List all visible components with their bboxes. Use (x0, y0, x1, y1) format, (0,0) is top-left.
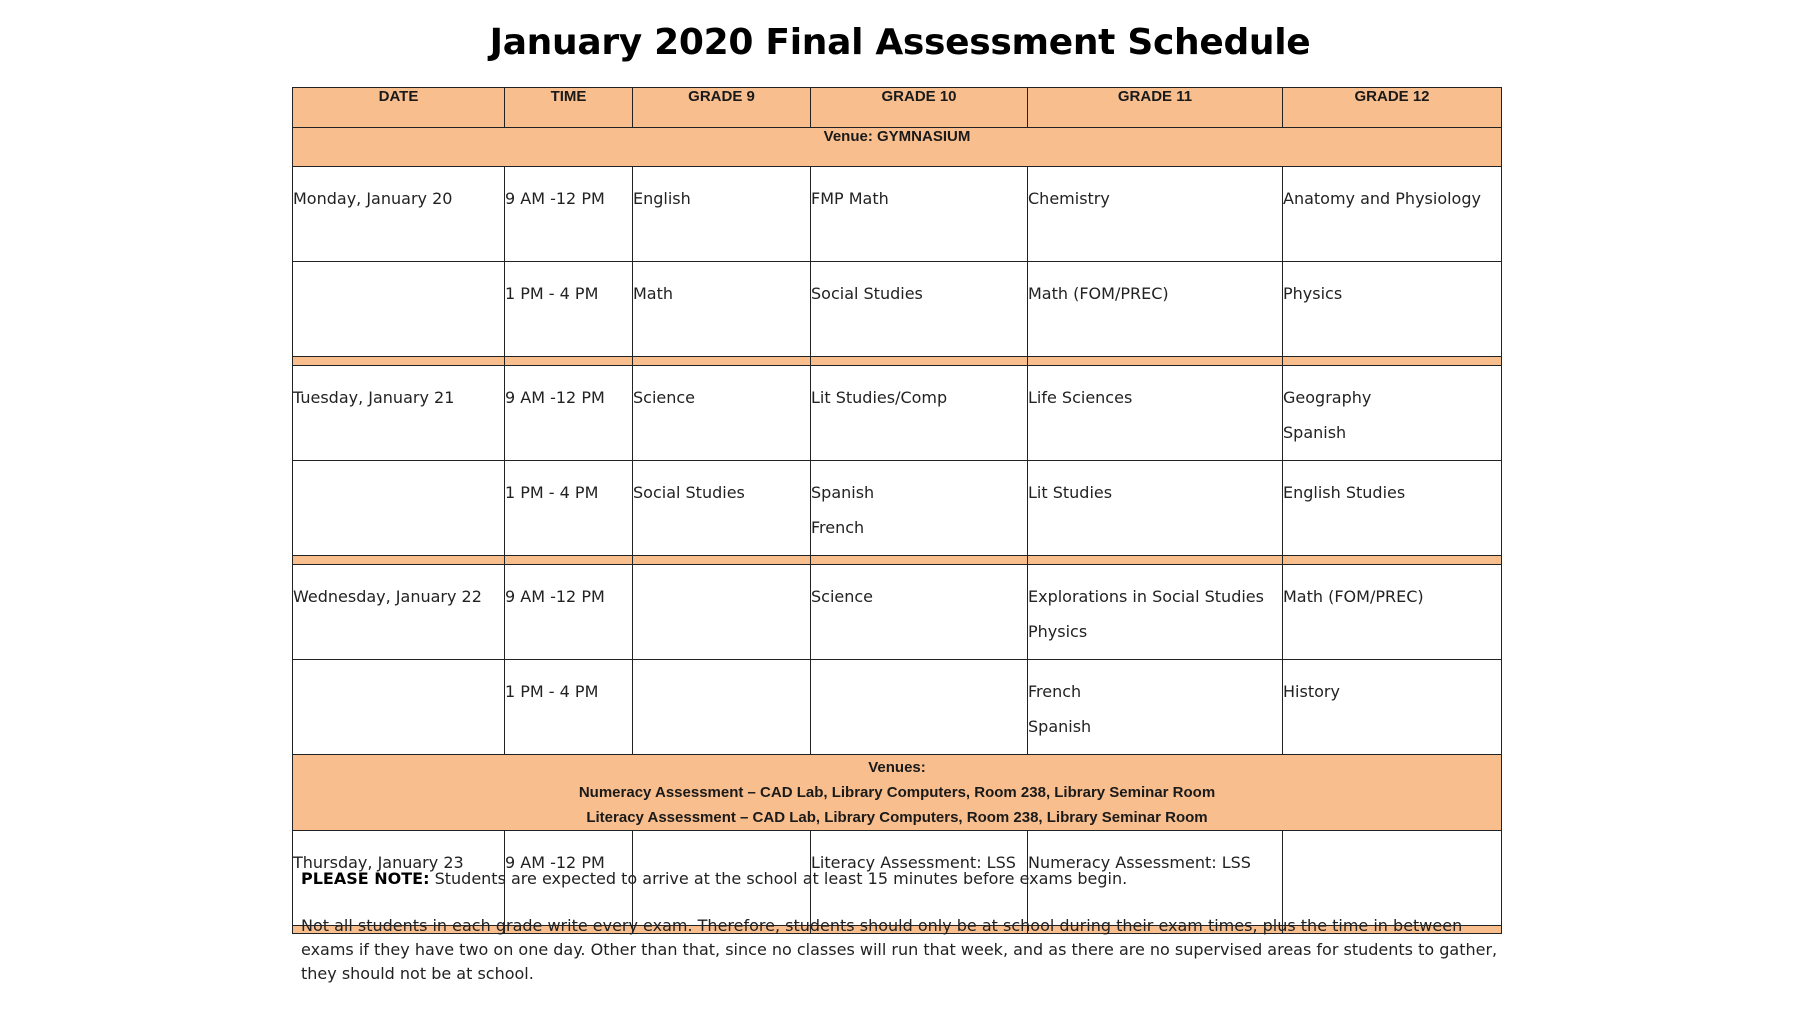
table-row (293, 461, 1502, 556)
cell-time: 9 AM -12 PM (505, 366, 633, 461)
table-row (293, 660, 1502, 755)
notes-section (301, 869, 1501, 986)
cell-grade-11 (1028, 262, 1283, 357)
cell-date (293, 262, 505, 357)
cell-grade-10 (811, 461, 1028, 556)
table-row (293, 565, 1502, 660)
cell-date: Tuesday, January 21 (293, 366, 505, 461)
cell-line: Lit Studies (1028, 483, 1113, 502)
note-arrival (301, 869, 1501, 888)
cell-line: English (633, 189, 691, 208)
table-row (293, 366, 1502, 461)
venue-gymnasium: Venue: GYMNASIUM (293, 128, 1502, 167)
venues-row (293, 755, 1502, 831)
header-grade-10: GRADE 10 (811, 88, 1028, 128)
cell-grade-11 (1028, 167, 1283, 262)
cell-grade-10 (811, 565, 1028, 660)
schedule-table (292, 87, 1502, 934)
cell-line: FMP Math (811, 189, 889, 208)
cell-grade-12 (1283, 366, 1502, 461)
venue-row (293, 128, 1502, 167)
cell-line: Social Studies (633, 483, 745, 502)
cell-line: Lit Studies/Comp (811, 388, 948, 407)
header-time: TIME (505, 88, 633, 128)
cell-time: 1 PM - 4 PM (505, 262, 633, 357)
cell-grade-10 (811, 366, 1028, 461)
cell-grade-9 (633, 565, 811, 660)
cell-line: French (811, 518, 865, 537)
cell-line: Chemistry (1028, 189, 1110, 208)
cell-line: Geography (1283, 388, 1372, 407)
page-title: January 2020 Final Assessment Schedule (489, 22, 1311, 63)
header-grade-11: GRADE 11 (1028, 88, 1283, 128)
separator-row (293, 556, 1502, 565)
cell-line: French (1028, 682, 1082, 701)
cell-date (293, 660, 505, 755)
header-date: DATE (293, 88, 505, 128)
cell-line: Spanish (811, 483, 875, 502)
schedule-body (293, 167, 1502, 755)
cell-grade-12 (1283, 461, 1502, 556)
cell-date: Monday, January 20 (293, 167, 505, 262)
cell-line: Anatomy and Physiology (1283, 189, 1481, 208)
cell-grade-9 (633, 660, 811, 755)
table-row (293, 167, 1502, 262)
cell-date: Thursday, January 23 (293, 831, 505, 926)
cell-line: Spanish (1283, 423, 1347, 442)
table-row (293, 262, 1502, 357)
cell-grade-10: Literacy Assessment: LSS (811, 831, 1028, 926)
cell-line: Math (FOM/PREC) (1028, 284, 1169, 303)
cell-line: Physics (1283, 284, 1343, 303)
cell-line: Science (633, 388, 696, 407)
cell-grade-11: Numeracy Assessment: LSS (1028, 831, 1283, 926)
cell-time: 1 PM - 4 PM (505, 660, 633, 755)
cell-grade-9 (633, 366, 811, 461)
cell-line: Math (633, 284, 674, 303)
cell-grade-10 (811, 167, 1028, 262)
cell-grade-12 (1283, 660, 1502, 755)
header-row (293, 88, 1502, 128)
cell-date: Wednesday, January 22 (293, 565, 505, 660)
note-label: PLEASE NOTE: (301, 869, 430, 888)
cell-grade-9 (633, 167, 811, 262)
note-attendance: Not all students in each grade write every exam. Therefore, students should only be at school during their exam times, plus the time in between exams if they have two on one day. Other than that, since no classes will run that week, and as there are no supervised areas for students to gather, they should not be at school. (301, 916, 1498, 983)
cell-grade-12 (1283, 167, 1502, 262)
cell-time: 9 AM -12 PM (505, 167, 633, 262)
cell-line: Physics (1028, 622, 1088, 641)
venues-heading: Venues: (868, 759, 926, 776)
venues-literacy: Literacy Assessment – CAD Lab, Library Computers, Room 238, Library Seminar Room (586, 809, 1208, 826)
venues-block (293, 755, 1502, 831)
cell-line: Science (811, 587, 874, 606)
note-arrival-text: Students are expected to arrive at the school at least 15 minutes before exams begin. (429, 869, 1128, 888)
cell-line: Life Sciences (1028, 388, 1133, 407)
cell-grade-11 (1028, 660, 1283, 755)
cell-line: Social Studies (811, 284, 923, 303)
venues-numeracy: Numeracy Assessment – CAD Lab, Library Computers, Room 238, Library Seminar Room (578, 784, 1216, 801)
cell-line: Spanish (1028, 717, 1092, 736)
cell-grade-9 (633, 461, 811, 556)
cell-grade-10 (811, 660, 1028, 755)
cell-date (293, 461, 505, 556)
cell-line: English Studies (1283, 483, 1406, 502)
cell-grade-12 (1283, 262, 1502, 357)
cell-grade-10 (811, 262, 1028, 357)
header-grade-12: GRADE 12 (1283, 88, 1502, 128)
cell-grade-9 (633, 262, 811, 357)
cell-grade-11 (1028, 366, 1283, 461)
cell-grade-12 (1283, 565, 1502, 660)
cell-line: Math (FOM/PREC) (1283, 587, 1424, 606)
cell-time: 9 AM -12 PM (505, 831, 633, 926)
header-grade-9: GRADE 9 (633, 88, 811, 128)
cell-grade-11 (1028, 461, 1283, 556)
cell-time: 1 PM - 4 PM (505, 461, 633, 556)
separator-row (293, 357, 1502, 366)
cell-line: History (1283, 682, 1340, 701)
cell-line: Explorations in Social Studies (1028, 587, 1264, 606)
cell-time: 9 AM -12 PM (505, 565, 633, 660)
cell-grade-11 (1028, 565, 1283, 660)
